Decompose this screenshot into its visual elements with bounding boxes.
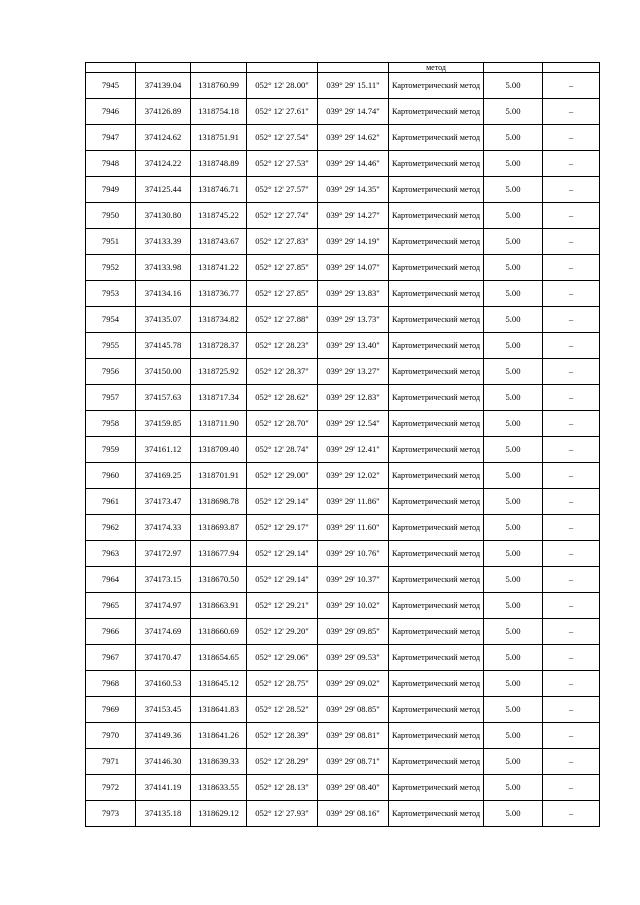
cell-latitude: 052° 12' 28.13" [247, 775, 318, 801]
cell-accuracy: 5.00 [484, 801, 543, 827]
cell-note: – [543, 99, 600, 125]
table-row [86, 541, 600, 567]
cell-point-number: 7968 [86, 671, 136, 697]
cell-x: 374170.47 [136, 645, 191, 671]
cell-point-number: 7959 [86, 437, 136, 463]
cell-longitude: 039° 29' 08.16" [318, 801, 389, 827]
cell-note: – [543, 73, 600, 99]
cell-longitude: 039° 29' 09.02" [318, 671, 389, 697]
cell-method: Картометрический метод [389, 203, 484, 229]
cell-point-number: 7965 [86, 593, 136, 619]
cell-y: 1318701.91 [191, 463, 247, 489]
cell-method: Картометрический метод [389, 177, 484, 203]
cell-y: 1318746.71 [191, 177, 247, 203]
cell-x [136, 63, 191, 73]
cell-accuracy: 5.00 [484, 73, 543, 99]
cell-y: 1318728.37 [191, 333, 247, 359]
cell-note: – [543, 593, 600, 619]
cell-y: 1318641.83 [191, 697, 247, 723]
cell-point-number: 7952 [86, 255, 136, 281]
cell-accuracy [484, 63, 543, 73]
cell-accuracy: 5.00 [484, 567, 543, 593]
cell-note: – [543, 333, 600, 359]
cell-longitude: 039° 29' 12.02" [318, 463, 389, 489]
cell-point-number: 7957 [86, 385, 136, 411]
table-row [86, 99, 600, 125]
cell-latitude: 052° 12' 29.00" [247, 463, 318, 489]
cell-x: 374135.18 [136, 801, 191, 827]
cell-method: Картометрический метод [389, 593, 484, 619]
cell-longitude: 039° 29' 14.74" [318, 99, 389, 125]
cell-method: Картометрический метод [389, 385, 484, 411]
cell-point-number: 7954 [86, 307, 136, 333]
cell-longitude: 039° 29' 08.71" [318, 749, 389, 775]
cell-accuracy: 5.00 [484, 359, 543, 385]
cell-latitude: 052° 12' 29.14" [247, 489, 318, 515]
cell-method: Картометрический метод [389, 281, 484, 307]
cell-point-number: 7964 [86, 567, 136, 593]
cell-method: Картометрический метод [389, 411, 484, 437]
table-row [86, 567, 600, 593]
cell-method: Картометрический метод [389, 541, 484, 567]
cell-latitude: 052° 12' 28.70" [247, 411, 318, 437]
cell-longitude: 039° 29' 14.35" [318, 177, 389, 203]
table-row [86, 307, 600, 333]
cell-longitude: 039° 29' 11.86" [318, 489, 389, 515]
cell-x: 374169.25 [136, 463, 191, 489]
cell-point-number: 7958 [86, 411, 136, 437]
cell-note: – [543, 723, 600, 749]
cell-method: метод [389, 63, 484, 73]
cell-x: 374146.30 [136, 749, 191, 775]
cell-accuracy: 5.00 [484, 671, 543, 697]
cell-y: 1318709.40 [191, 437, 247, 463]
cell-x: 374125.44 [136, 177, 191, 203]
cell-accuracy: 5.00 [484, 125, 543, 151]
cell-note: – [543, 437, 600, 463]
cell-x: 374149.36 [136, 723, 191, 749]
cell-point-number: 7972 [86, 775, 136, 801]
cell-x: 374150.00 [136, 359, 191, 385]
cell-longitude: 039° 29' 13.40" [318, 333, 389, 359]
cell-note: – [543, 515, 600, 541]
continuation-row [86, 63, 600, 73]
cell-y: 1318748.89 [191, 151, 247, 177]
cell-y [191, 63, 247, 73]
cell-y: 1318645.12 [191, 671, 247, 697]
cell-method: Картометрический метод [389, 723, 484, 749]
cell-point-number: 7950 [86, 203, 136, 229]
cell-x: 374161.12 [136, 437, 191, 463]
cell-latitude: 052° 12' 27.61" [247, 99, 318, 125]
cell-longitude: 039° 29' 10.02" [318, 593, 389, 619]
cell-y: 1318725.92 [191, 359, 247, 385]
table-row [86, 801, 600, 827]
cell-latitude: 052° 12' 28.23" [247, 333, 318, 359]
cell-method: Картометрический метод [389, 73, 484, 99]
cell-x: 374160.53 [136, 671, 191, 697]
cell-y: 1318641.26 [191, 723, 247, 749]
table-row [86, 437, 600, 463]
cell-point-number: 7948 [86, 151, 136, 177]
cell-note: – [543, 671, 600, 697]
cell-x: 374174.33 [136, 515, 191, 541]
table-row [86, 177, 600, 203]
cell-note: – [543, 749, 600, 775]
cell-point-number: 7956 [86, 359, 136, 385]
table-row [86, 281, 600, 307]
cell-note: – [543, 229, 600, 255]
table-row [86, 749, 600, 775]
cell-latitude: 052° 12' 29.20" [247, 619, 318, 645]
cell-x: 374133.98 [136, 255, 191, 281]
table-row [86, 463, 600, 489]
cell-point-number: 7962 [86, 515, 136, 541]
cell-method: Картометрический метод [389, 671, 484, 697]
cell-x: 374153.45 [136, 697, 191, 723]
cell-x: 374174.97 [136, 593, 191, 619]
table-row [86, 645, 600, 671]
cell-accuracy: 5.00 [484, 541, 543, 567]
cell-note: – [543, 359, 600, 385]
cell-latitude: 052° 12' 28.37" [247, 359, 318, 385]
cell-y: 1318760.99 [191, 73, 247, 99]
cell-longitude: 039° 29' 12.41" [318, 437, 389, 463]
cell-latitude: 052° 12' 27.85" [247, 255, 318, 281]
cell-note: – [543, 463, 600, 489]
cell-accuracy: 5.00 [484, 203, 543, 229]
cell-accuracy: 5.00 [484, 489, 543, 515]
cell-latitude: 052° 12' 27.93" [247, 801, 318, 827]
cell-longitude: 039° 29' 14.19" [318, 229, 389, 255]
cell-accuracy: 5.00 [484, 411, 543, 437]
cell-y: 1318711.90 [191, 411, 247, 437]
cell-longitude: 039° 29' 14.27" [318, 203, 389, 229]
cell-accuracy: 5.00 [484, 229, 543, 255]
table-row [86, 359, 600, 385]
cell-x: 374157.63 [136, 385, 191, 411]
table-row [86, 697, 600, 723]
cell-latitude: 052° 12' 28.29" [247, 749, 318, 775]
cell-y: 1318677.94 [191, 541, 247, 567]
table-body [86, 63, 600, 827]
cell-longitude: 039° 29' 08.40" [318, 775, 389, 801]
cell-method: Картометрический метод [389, 775, 484, 801]
cell-latitude: 052° 12' 28.62" [247, 385, 318, 411]
cell-note: – [543, 489, 600, 515]
cell-note: – [543, 151, 600, 177]
cell-longitude [318, 63, 389, 73]
cell-longitude: 039° 29' 12.54" [318, 411, 389, 437]
cell-y: 1318736.77 [191, 281, 247, 307]
cell-method: Картометрический метод [389, 801, 484, 827]
table-row [86, 333, 600, 359]
cell-note: – [543, 645, 600, 671]
cell-latitude: 052° 12' 28.75" [247, 671, 318, 697]
cell-accuracy: 5.00 [484, 515, 543, 541]
table-row [86, 229, 600, 255]
cell-y: 1318751.91 [191, 125, 247, 151]
cell-longitude: 039° 29' 14.07" [318, 255, 389, 281]
table-row [86, 671, 600, 697]
table-row [86, 385, 600, 411]
cell-point-number: 7953 [86, 281, 136, 307]
cell-latitude: 052° 12' 27.54" [247, 125, 318, 151]
cell-y: 1318629.12 [191, 801, 247, 827]
cell-point-number: 7969 [86, 697, 136, 723]
cell-accuracy: 5.00 [484, 151, 543, 177]
cell-point-number: 7963 [86, 541, 136, 567]
cell-point-number [86, 63, 136, 73]
cell-longitude: 039° 29' 09.85" [318, 619, 389, 645]
cell-longitude: 039° 29' 15.11" [318, 73, 389, 99]
coordinates-table [85, 62, 600, 827]
cell-latitude: 052° 12' 29.14" [247, 541, 318, 567]
cell-accuracy: 5.00 [484, 749, 543, 775]
cell-method: Картометрический метод [389, 749, 484, 775]
cell-x: 374126.89 [136, 99, 191, 125]
cell-point-number: 7955 [86, 333, 136, 359]
cell-point-number: 7970 [86, 723, 136, 749]
cell-method: Картометрический метод [389, 567, 484, 593]
cell-latitude: 052° 12' 29.06" [247, 645, 318, 671]
cell-y: 1318654.65 [191, 645, 247, 671]
table-row [86, 619, 600, 645]
cell-y: 1318663.91 [191, 593, 247, 619]
cell-note: – [543, 203, 600, 229]
cell-accuracy: 5.00 [484, 463, 543, 489]
cell-latitude: 052° 12' 27.57" [247, 177, 318, 203]
cell-latitude: 052° 12' 29.14" [247, 567, 318, 593]
cell-latitude: 052° 12' 27.83" [247, 229, 318, 255]
cell-accuracy: 5.00 [484, 177, 543, 203]
cell-x: 374173.47 [136, 489, 191, 515]
cell-note: – [543, 307, 600, 333]
cell-x: 374124.22 [136, 151, 191, 177]
cell-accuracy: 5.00 [484, 723, 543, 749]
cell-method: Картометрический метод [389, 307, 484, 333]
cell-method: Картометрический метод [389, 359, 484, 385]
cell-x: 374139.04 [136, 73, 191, 99]
table-row [86, 203, 600, 229]
cell-accuracy: 5.00 [484, 697, 543, 723]
cell-method: Картометрический метод [389, 333, 484, 359]
cell-y: 1318717.34 [191, 385, 247, 411]
cell-accuracy: 5.00 [484, 333, 543, 359]
cell-longitude: 039° 29' 13.27" [318, 359, 389, 385]
cell-accuracy: 5.00 [484, 255, 543, 281]
cell-method: Картометрический метод [389, 255, 484, 281]
cell-x: 374172.97 [136, 541, 191, 567]
cell-accuracy: 5.00 [484, 619, 543, 645]
cell-method: Картометрический метод [389, 697, 484, 723]
cell-longitude: 039° 29' 14.46" [318, 151, 389, 177]
cell-longitude: 039° 29' 08.81" [318, 723, 389, 749]
cell-latitude: 052° 12' 28.00" [247, 73, 318, 99]
cell-method: Картометрический метод [389, 645, 484, 671]
cell-note: – [543, 255, 600, 281]
cell-note: – [543, 567, 600, 593]
cell-x: 374174.69 [136, 619, 191, 645]
cell-accuracy: 5.00 [484, 307, 543, 333]
table-row [86, 489, 600, 515]
cell-x: 374134.16 [136, 281, 191, 307]
table-row [86, 125, 600, 151]
cell-x: 374159.85 [136, 411, 191, 437]
cell-note: – [543, 411, 600, 437]
cell-longitude: 039° 29' 14.62" [318, 125, 389, 151]
cell-point-number: 7946 [86, 99, 136, 125]
cell-y: 1318698.78 [191, 489, 247, 515]
cell-x: 374130.80 [136, 203, 191, 229]
cell-method: Картометрический метод [389, 99, 484, 125]
cell-y: 1318745.22 [191, 203, 247, 229]
cell-note: – [543, 385, 600, 411]
cell-note: – [543, 801, 600, 827]
cell-x: 374173.15 [136, 567, 191, 593]
cell-method: Картометрический метод [389, 619, 484, 645]
cell-latitude: 052° 12' 29.17" [247, 515, 318, 541]
table-row [86, 151, 600, 177]
cell-point-number: 7961 [86, 489, 136, 515]
cell-accuracy: 5.00 [484, 281, 543, 307]
cell-longitude: 039° 29' 13.73" [318, 307, 389, 333]
table-row [86, 411, 600, 437]
table-row [86, 723, 600, 749]
cell-latitude [247, 63, 318, 73]
cell-method: Картометрический метод [389, 229, 484, 255]
cell-latitude: 052° 12' 27.85" [247, 281, 318, 307]
cell-y: 1318743.67 [191, 229, 247, 255]
cell-point-number: 7947 [86, 125, 136, 151]
cell-note: – [543, 697, 600, 723]
cell-longitude: 039° 29' 10.76" [318, 541, 389, 567]
cell-accuracy: 5.00 [484, 99, 543, 125]
cell-longitude: 039° 29' 09.53" [318, 645, 389, 671]
cell-method: Картометрический метод [389, 437, 484, 463]
cell-point-number: 7971 [86, 749, 136, 775]
cell-longitude: 039° 29' 10.37" [318, 567, 389, 593]
cell-point-number: 7945 [86, 73, 136, 99]
cell-accuracy: 5.00 [484, 385, 543, 411]
cell-longitude: 039° 29' 12.83" [318, 385, 389, 411]
cell-accuracy: 5.00 [484, 775, 543, 801]
cell-latitude: 052° 12' 28.39" [247, 723, 318, 749]
cell-note: – [543, 125, 600, 151]
cell-method: Картометрический метод [389, 515, 484, 541]
cell-accuracy: 5.00 [484, 645, 543, 671]
table-row [86, 255, 600, 281]
cell-accuracy: 5.00 [484, 437, 543, 463]
cell-latitude: 052° 12' 27.88" [247, 307, 318, 333]
cell-point-number: 7967 [86, 645, 136, 671]
cell-point-number: 7960 [86, 463, 136, 489]
cell-x: 374124.62 [136, 125, 191, 151]
cell-y: 1318639.33 [191, 749, 247, 775]
cell-x: 374145.78 [136, 333, 191, 359]
cell-y: 1318754.18 [191, 99, 247, 125]
table-row [86, 593, 600, 619]
cell-latitude: 052° 12' 27.53" [247, 151, 318, 177]
table-row [86, 515, 600, 541]
cell-latitude: 052° 12' 28.74" [247, 437, 318, 463]
cell-accuracy: 5.00 [484, 593, 543, 619]
cell-method: Картометрический метод [389, 151, 484, 177]
cell-note: – [543, 541, 600, 567]
cell-y: 1318660.69 [191, 619, 247, 645]
cell-y: 1318734.82 [191, 307, 247, 333]
cell-x: 374135.07 [136, 307, 191, 333]
cell-note [543, 63, 600, 73]
cell-note: – [543, 177, 600, 203]
cell-y: 1318693.87 [191, 515, 247, 541]
cell-point-number: 7966 [86, 619, 136, 645]
cell-longitude: 039° 29' 11.60" [318, 515, 389, 541]
cell-longitude: 039° 29' 08.85" [318, 697, 389, 723]
cell-method: Картометрический метод [389, 463, 484, 489]
cell-point-number: 7949 [86, 177, 136, 203]
cell-x: 374133.39 [136, 229, 191, 255]
cell-latitude: 052° 12' 28.52" [247, 697, 318, 723]
cell-note: – [543, 775, 600, 801]
cell-latitude: 052° 12' 27.74" [247, 203, 318, 229]
cell-note: – [543, 281, 600, 307]
cell-longitude: 039° 29' 13.83" [318, 281, 389, 307]
cell-point-number: 7973 [86, 801, 136, 827]
cell-x: 374141.19 [136, 775, 191, 801]
cell-method: Картометрический метод [389, 489, 484, 515]
table-row [86, 73, 600, 99]
cell-y: 1318633.55 [191, 775, 247, 801]
cell-y: 1318741.22 [191, 255, 247, 281]
cell-note: – [543, 619, 600, 645]
cell-y: 1318670.50 [191, 567, 247, 593]
cell-method: Картометрический метод [389, 125, 484, 151]
cell-point-number: 7951 [86, 229, 136, 255]
table-row [86, 775, 600, 801]
cell-latitude: 052° 12' 29.21" [247, 593, 318, 619]
